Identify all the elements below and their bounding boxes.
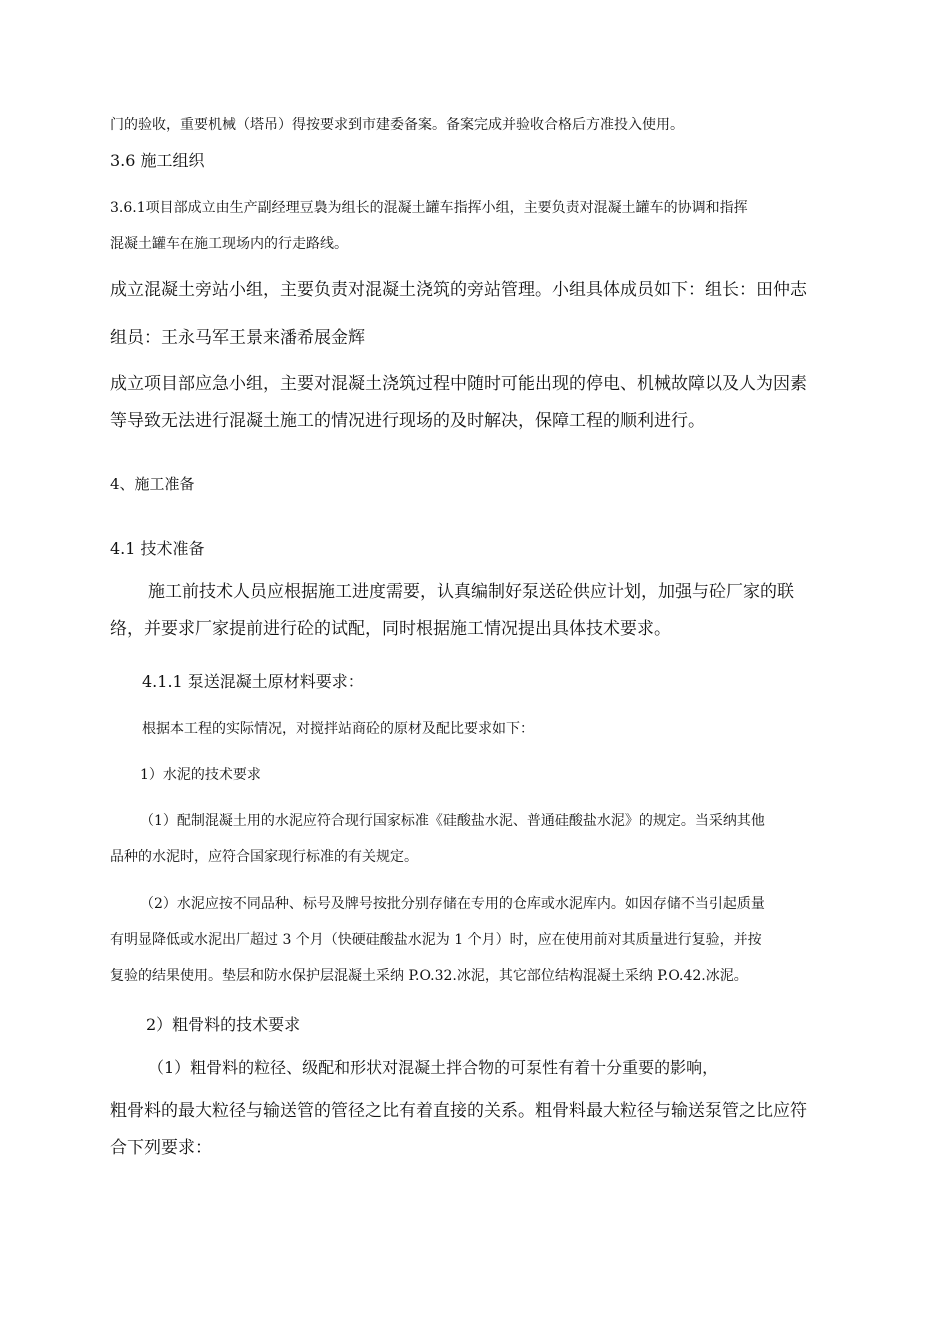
- paragraph-line: 合下列要求：: [110, 1138, 212, 1158]
- section-heading: 4.1 技术准备: [110, 539, 205, 558]
- paragraph-line: （2）水泥应按不同品种、标号及牌号按批分别存储在专用的仓库或水泥库内。如因存储不当引起质量: [140, 896, 765, 912]
- paragraph-line: 复验的结果使用。垫层和防水保护层混凝土采纳 P.O.32.冰泥，其它部位结构混凝土采纳 P.O.42.冰泥。: [110, 968, 748, 984]
- paragraph-line: 组员：王永马军王景来潘希展金辉: [110, 328, 365, 348]
- paragraph-line: 根据本工程的实际情况，对搅拌站商砼的原材及配比要求如下：: [142, 721, 534, 737]
- paragraph-line: 有明显降低或水泥出厂超过 3 个月（快硬硅酸盐水泥为 1 个月）时，应在使用前对其质量进行复验，并按: [110, 932, 762, 948]
- paragraph-line: 门的验收，重要机械（塔吊）得按要求到市建委备案。备案完成并验收合格后方准投入使用。: [110, 117, 684, 133]
- paragraph-line: 品种的水泥时，应符合国家现行标准的有关规定。: [110, 849, 418, 865]
- paragraph-line: 成立项目部应急小组，主要对混凝土浇筑过程中随时可能出现的停电、机械故障以及人为因素: [110, 374, 807, 394]
- subsection-heading: 4.1.1 泵送混凝土原材料要求：: [142, 672, 364, 691]
- paragraph-line: 等导致无法进行混凝土施工的情况进行现场的及时解决，保障工程的顺利进行。: [110, 411, 705, 431]
- paragraph-line: （1）配制混凝土用的水泥应符合现行国家标准《硅酸盐水泥、普通硅酸盐水泥》的规定。当采纳其他: [140, 813, 765, 829]
- list-heading: 2）粗骨料的技术要求: [146, 1015, 301, 1034]
- paragraph-line: 混凝土罐车在施工现场内的行走路线。: [110, 236, 348, 252]
- paragraph-line: （1）粗骨料的粒径、级配和形状对混凝土拌合物的可泵性有着十分重要的影响，: [148, 1058, 719, 1077]
- paragraph-line: 粗骨料的最大粒径与输送管的管径之比有着直接的关系。粗骨料最大粒径与输送泵管之比应符: [110, 1101, 807, 1121]
- list-heading: 1）水泥的技术要求: [140, 767, 261, 783]
- paragraph-line: 成立混凝土旁站小组，主要负责对混凝土浇筑的旁站管理。小组具体成员如下：组长：田仲志: [110, 280, 807, 300]
- paragraph-line: 施工前技术人员应根据施工进度需要，认真编制好泵送砼供应计划，加强与砼厂家的联: [148, 582, 794, 602]
- paragraph-line: 3.6.1项目部成立由生产副经理豆裊为组长的混凝土罐车指挥小组，主要负责对混凝土罐车的协调和指挥: [110, 200, 748, 216]
- section-heading: 4、施工准备: [110, 475, 195, 493]
- section-heading: 3.6 施工组织: [110, 151, 205, 170]
- paragraph-line: 络，并要求厂家提前进行砼的试配，同时根据施工情况提出具体技术要求。: [110, 619, 671, 639]
